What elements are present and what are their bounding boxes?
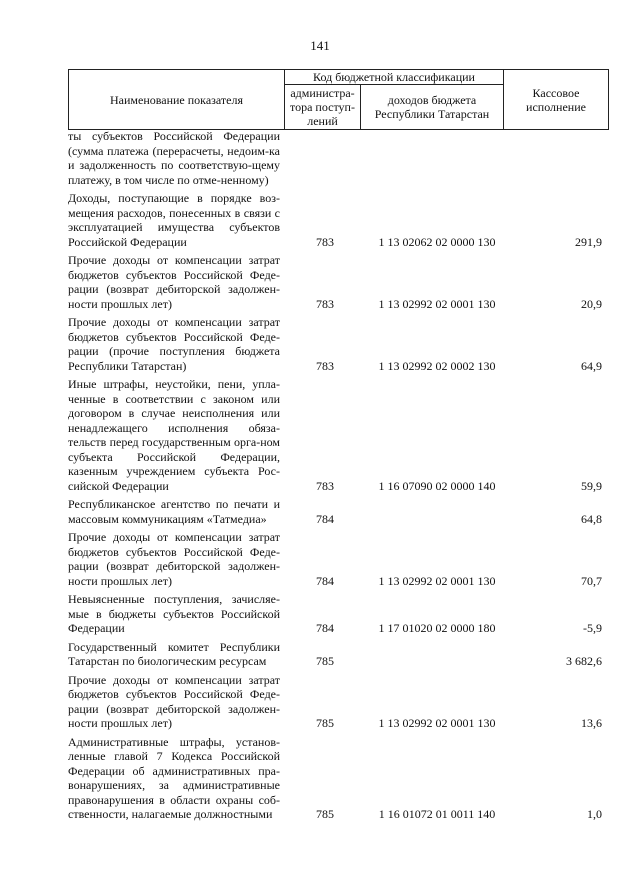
table-row (68, 377, 608, 493)
row-name: ты субъектов Российской Федерации (сумма платежа (перерасчеты, недоим-ка и задолженность по соответствую-щему платежу, в том числе по отме-ненному) (68, 129, 280, 187)
row-value: 59,9 (581, 478, 602, 493)
row-name: Республиканское агентство по печати и массовым коммуникациям «Татмедиа» (68, 497, 280, 526)
row-code: 1 16 07090 02 0000 140 (378, 478, 496, 493)
row-name: Доходы, поступающие в порядке воз-мещения расходов, понесенных в связи с эксплуатацией имущества субъектов Российской Федерации (68, 191, 280, 249)
row-code: 1 13 02992 02 0001 130 (378, 716, 496, 730)
row-code: 1 17 01020 02 0000 180 (378, 621, 496, 635)
row-code: 1 13 02992 02 0001 130 (378, 573, 496, 588)
row-name: Прочие доходы от компенсации затрат бюджетов субъектов Российской Феде-рации (прочие поступления бюджета Республики Татарстан) (68, 315, 280, 373)
row-admin: 784 (316, 511, 334, 526)
header-code-group: Код бюджетной классификации (285, 70, 504, 85)
table-row (68, 592, 608, 636)
row-value: 20,9 (581, 296, 602, 311)
row-value: 64,9 (581, 358, 602, 373)
row-admin: 783 (316, 358, 334, 373)
row-name: Прочие доходы от компенсации затрат бюджетов субъектов Российской Феде-рации (возврат дебиторской задолжен-ности прошлых лет) (68, 672, 280, 730)
table-header (68, 69, 609, 130)
header-income: доходов бюджета Республики Татарстан (361, 85, 504, 130)
row-value: 291,9 (575, 234, 602, 249)
row-name: Иные штрафы, неустойки, пени, упла-ченные в соответствии с законом или договором в случае неисполнения или ненадлежащего исполнения обяза-тельств перед государственным орга-ном субъекта Российской Федерации, казенным учреждением субъекта Рос-сийской Федерации (68, 377, 280, 493)
table-row (68, 253, 608, 311)
row-value: 64,8 (581, 511, 602, 526)
row-code: 1 13 02062 02 0000 130 (378, 234, 496, 249)
row-code: 1 13 02992 02 0002 130 (378, 358, 496, 373)
row-code: 1 13 02992 02 0001 130 (378, 296, 496, 311)
table-row (68, 129, 608, 187)
header-name: Наименование показателя (69, 70, 285, 130)
table-row (68, 735, 608, 822)
table-row (68, 640, 608, 669)
table-row (68, 315, 608, 373)
row-value: 1,0 (587, 807, 602, 821)
table-row (68, 191, 608, 249)
row-name: Государственный комитет Республики Татарстан по биологическим ресурсам (68, 639, 280, 668)
row-name: Прочие доходы от компенсации затрат бюджетов субъектов Российской Феде-рации (возврат дебиторской задолжен-ности прошлых лет) (68, 530, 280, 588)
table-body (68, 129, 608, 826)
row-name: Прочие доходы от компенсации затрат бюджетов субъектов Российской Феде-рации (возврат дебиторской задолжен-ности прошлых лет) (68, 253, 280, 311)
header-admin: администра-тора поступ-лений (285, 85, 361, 130)
row-admin: 783 (316, 234, 334, 249)
row-admin: 784 (316, 621, 334, 635)
page-number: 141 (310, 38, 330, 53)
row-value: 3 682,6 (566, 654, 602, 668)
row-admin: 785 (316, 807, 334, 821)
row-admin: 784 (316, 573, 334, 588)
row-value: 13,6 (581, 716, 602, 730)
row-admin: 785 (316, 654, 334, 668)
row-admin: 783 (316, 296, 334, 311)
row-name: Невыясненные поступления, зачисляе-мые в бюджеты субъектов Российской Федерации (68, 592, 280, 635)
table-row (68, 530, 608, 588)
row-value: 70,7 (581, 573, 602, 588)
row-code: 1 16 01072 01 0011 140 (378, 807, 496, 821)
header-cash: Кассовое исполнение (504, 70, 609, 130)
table-row (68, 497, 608, 526)
row-admin: 783 (316, 478, 334, 493)
row-admin: 785 (316, 716, 334, 730)
table-row (68, 673, 608, 731)
row-value: -5,9 (583, 621, 602, 635)
row-name: Административные штрафы, установ-ленные главой 7 Кодекса Российской Федерации об административных пра-вонарушениях, за административные правонарушения в области охраны соб-ственности, налагаемые должностными (68, 734, 280, 821)
